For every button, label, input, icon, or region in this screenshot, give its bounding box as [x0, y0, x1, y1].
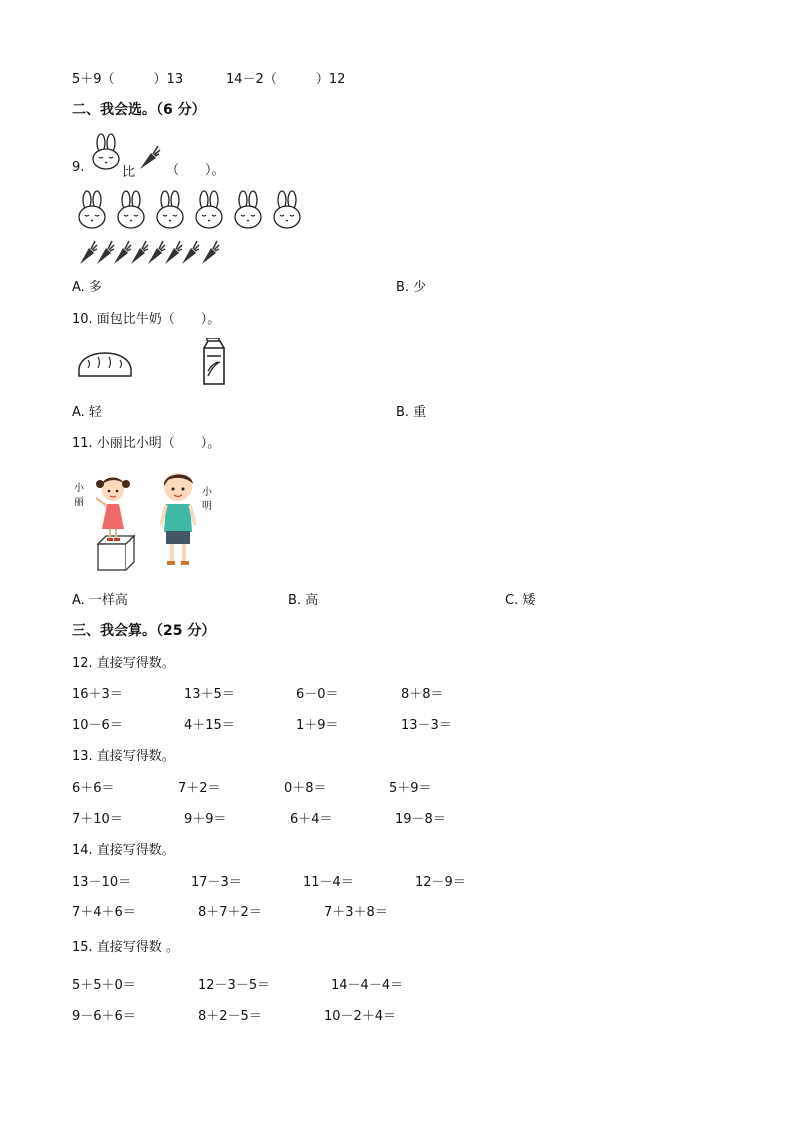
section-title: 三、我会算。（25 分） — [72, 623, 216, 639]
bread-icon — [76, 348, 134, 380]
carrots-row — [78, 238, 226, 268]
calc-item[interactable]: 13＋5＝ — [184, 687, 235, 702]
calc-item[interactable]: 14－4－4＝ — [331, 978, 404, 993]
boy-illustration — [156, 470, 200, 570]
calc-item[interactable]: 13－3＝ — [401, 718, 452, 733]
calc-item[interactable]: 10－2＋4＝ — [324, 1009, 397, 1024]
label-boy: 小 明 — [202, 487, 212, 512]
calc-item[interactable]: 1＋9＝ — [296, 718, 339, 733]
question-number: 9. — [72, 160, 85, 175]
calc-item[interactable]: 12－9＝ — [415, 875, 466, 890]
option-b[interactable]: B. 重 — [396, 405, 427, 420]
calc-item[interactable]: 7＋3＋8＝ — [324, 905, 388, 920]
question-stem: 12. 直接写得数。 — [72, 656, 175, 671]
calc-item[interactable]: 7＋2＝ — [178, 781, 221, 796]
label-girl: 小 丽 — [74, 483, 84, 508]
calc-item[interactable]: 7＋10＝ — [72, 812, 123, 827]
carrot-icon — [165, 241, 182, 264]
carrot-icon — [202, 241, 219, 264]
carrot-icon — [80, 241, 97, 264]
rabbit-icon — [235, 191, 261, 228]
rabbit-icon — [79, 191, 105, 228]
carrot-icon — [182, 241, 199, 264]
calc-item[interactable]: 9＋9＝ — [184, 812, 227, 827]
girl-on-box-illustration — [88, 468, 138, 572]
rabbit-icon — [274, 191, 300, 228]
calc-item[interactable]: 8＋2－5＝ — [198, 1009, 262, 1024]
carrot-icon — [114, 241, 131, 264]
calc-item[interactable]: 16＋3＝ — [72, 687, 123, 702]
calc-item[interactable]: 5＋5＋0＝ — [72, 978, 136, 993]
carrot-icon — [97, 241, 114, 264]
option-a[interactable]: A. 轻 — [72, 405, 102, 420]
rabbit-icon — [157, 191, 183, 228]
calc-item[interactable]: 5＋9＝ — [389, 781, 432, 796]
calc-item[interactable]: 10－6＝ — [72, 718, 123, 733]
answer-blank: （ ）。 — [166, 163, 225, 178]
calc-item[interactable]: 0＋8＝ — [284, 781, 327, 796]
calc-item[interactable]: 6－0＝ — [296, 687, 339, 702]
calc-item[interactable]: 4＋15＝ — [184, 718, 235, 733]
carrot-icon — [137, 143, 161, 171]
question-stem: 15. 直接写得数 。 — [72, 940, 179, 955]
option-b[interactable]: B. 少 — [396, 280, 427, 295]
calc-item[interactable]: 8＋7＋2＝ — [198, 905, 262, 920]
rabbit-icon — [118, 191, 144, 228]
section-title: 二、我会选。（6 分） — [72, 102, 206, 118]
calc-item[interactable]: 6＋6＝ — [72, 781, 115, 796]
calc-item[interactable]: 17－3＝ — [191, 875, 242, 890]
compare-expression: 5＋9（ ）13 — [72, 72, 184, 87]
calc-item[interactable]: 19－8＝ — [395, 812, 446, 827]
compare-expression: 14－2（ ）12 — [226, 72, 346, 87]
option-b[interactable]: B. 高 — [288, 593, 319, 608]
calc-item[interactable]: 13－10＝ — [72, 875, 132, 890]
question-stem: 13. 直接写得数。 — [72, 749, 175, 764]
calc-item[interactable]: 6＋4＝ — [290, 812, 333, 827]
milk-carton-icon — [198, 338, 228, 386]
rabbit-icon — [90, 133, 122, 171]
option-a[interactable]: A. 多 — [72, 280, 102, 295]
rabbit-icon — [196, 191, 222, 228]
calc-item[interactable]: 8＋8＝ — [401, 687, 444, 702]
calc-item[interactable]: 9－6＋6＝ — [72, 1009, 136, 1024]
question-stem: 10. 面包比牛奶（ ）。 — [72, 312, 221, 327]
calc-item[interactable]: 12－3－5＝ — [198, 978, 271, 993]
question-stem: 14. 直接写得数。 — [72, 843, 175, 858]
question-stem: 11. 小丽比小明（ ）。 — [72, 436, 221, 451]
rabbits-row — [76, 188, 306, 230]
carrot-icon — [131, 241, 148, 264]
calc-item[interactable]: 7＋4＋6＝ — [72, 905, 136, 920]
calc-item[interactable]: 11－4＝ — [303, 875, 354, 890]
compare-word: 比 — [122, 165, 136, 180]
carrot-icon — [148, 241, 165, 264]
option-a[interactable]: A. 一样高 — [72, 593, 128, 608]
option-c[interactable]: C. 矮 — [505, 593, 536, 608]
